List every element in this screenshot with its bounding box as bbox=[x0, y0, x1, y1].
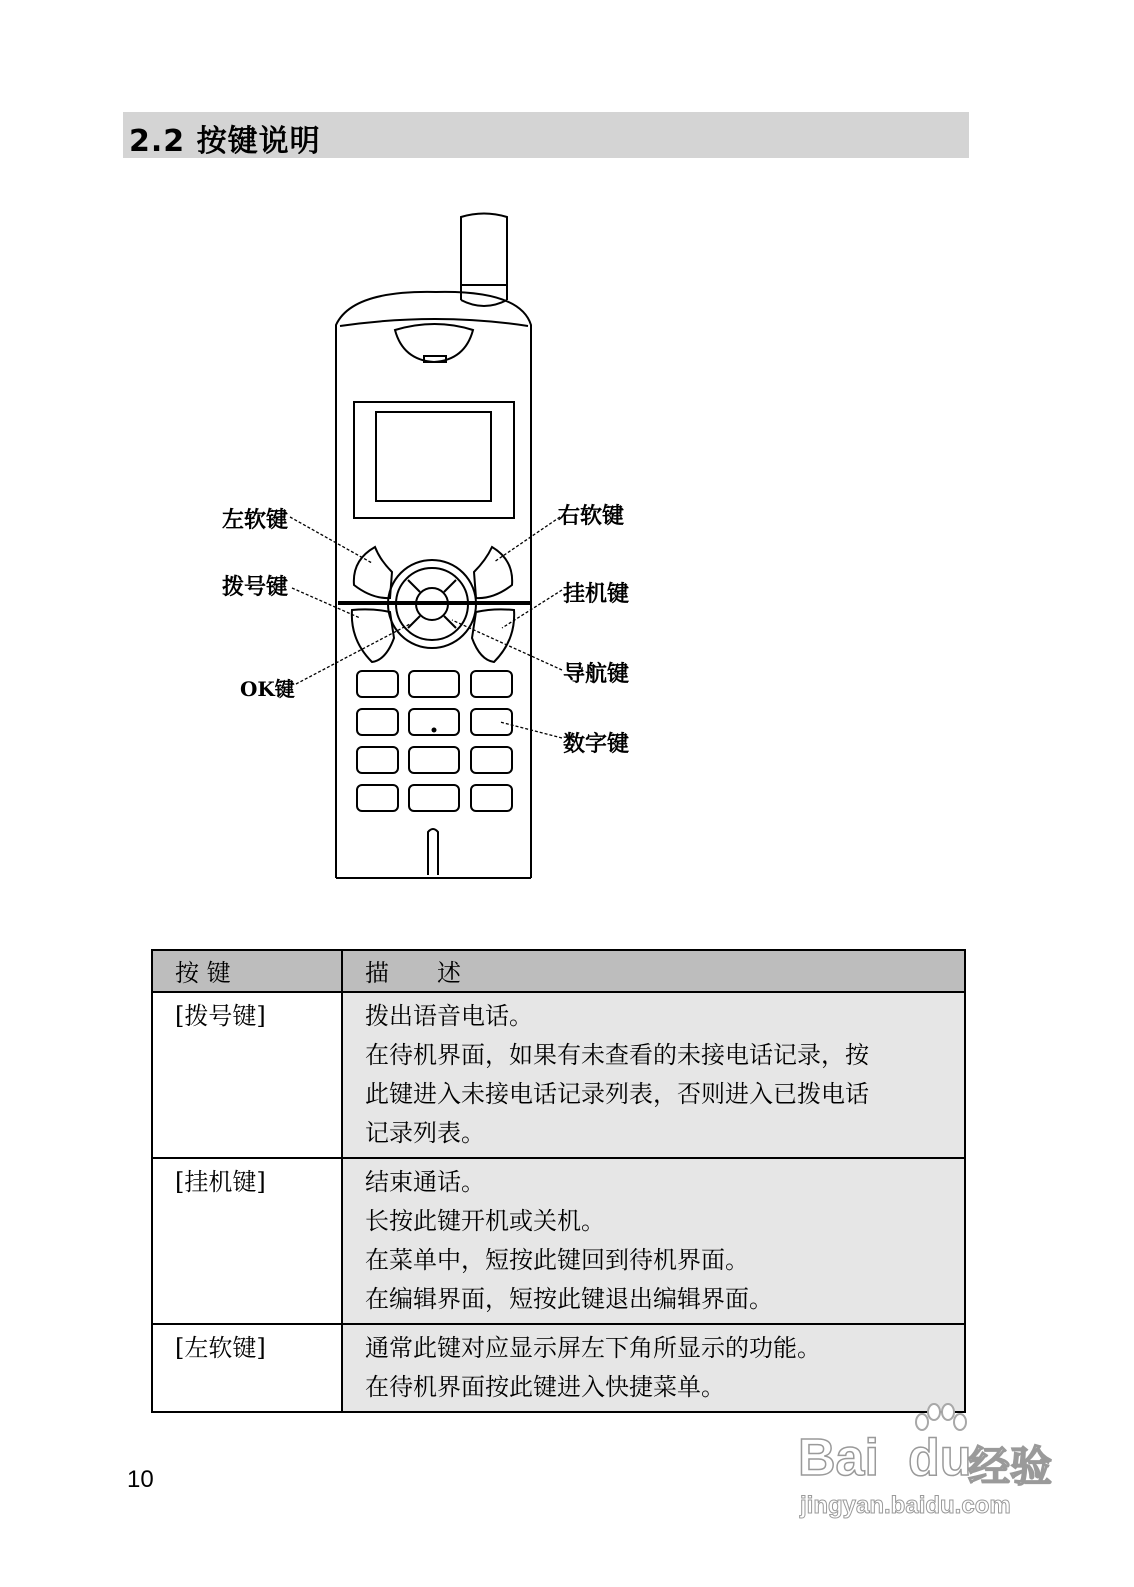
left-soft-key bbox=[354, 547, 392, 598]
phone-body bbox=[336, 292, 531, 878]
key-cell: [左软键] bbox=[152, 1324, 342, 1412]
callout-ok-key: OK键 bbox=[240, 677, 295, 701]
microphone bbox=[428, 829, 438, 875]
table-row bbox=[152, 1158, 965, 1324]
description-line: 长按此键开机或关机。 bbox=[365, 1207, 605, 1235]
description-line: 结束通话。 bbox=[365, 1168, 485, 1196]
description-line: 在待机界面按此键进入快捷菜单。 bbox=[365, 1373, 725, 1401]
description-cell bbox=[342, 1158, 965, 1324]
baidu-jingyan-watermark bbox=[790, 1400, 1060, 1530]
callout-left-soft-key: 左软键 bbox=[222, 507, 289, 533]
key-description-table bbox=[151, 949, 966, 1413]
description-line: 通常此键对应显示屏左下角所显示的功能。 bbox=[365, 1334, 821, 1362]
table-header-row bbox=[152, 950, 965, 992]
numeric-keys bbox=[357, 671, 512, 811]
header-description: 描 述 bbox=[342, 950, 965, 992]
callout-dial-key: 拨号键 bbox=[222, 574, 289, 600]
section-heading-bar bbox=[123, 112, 969, 158]
table-row bbox=[152, 992, 965, 1158]
description-line: 此键进入未接电话记录列表，否则进入已拨电话 bbox=[365, 1080, 869, 1108]
watermark-url: jingyan.baidu.com bbox=[800, 1492, 1011, 1519]
phone-diagram bbox=[200, 200, 660, 890]
section-title: 2.2 按键说明 bbox=[129, 124, 321, 159]
description-line: 记录列表。 bbox=[365, 1119, 485, 1147]
callout-numeric-keys: 数字键 bbox=[563, 731, 630, 757]
watermark-brand-du: du bbox=[908, 1429, 972, 1487]
antenna bbox=[461, 214, 507, 301]
callout-right-soft-key: 右软键 bbox=[558, 503, 625, 529]
screen bbox=[376, 412, 491, 501]
callout-nav-key: 导航键 bbox=[563, 661, 630, 687]
key-cell: [拨号键] bbox=[152, 992, 342, 1158]
hangup-key bbox=[472, 609, 514, 662]
page-number: 10 bbox=[127, 1466, 154, 1493]
description-line: 在待机界面，如果有未查看的未接电话记录，按 bbox=[365, 1041, 869, 1069]
description-cell bbox=[342, 1324, 965, 1412]
table-row bbox=[152, 1324, 965, 1412]
watermark-suffix: 经验 bbox=[968, 1443, 1053, 1490]
callout-hangup-key: 挂机键 bbox=[563, 581, 630, 607]
header-key: 按 键 bbox=[152, 950, 342, 992]
key-cell: [挂机键] bbox=[152, 1158, 342, 1324]
description-cell bbox=[342, 992, 965, 1158]
watermark-brand: Bai bbox=[798, 1429, 879, 1487]
right-soft-key bbox=[474, 547, 512, 598]
description-line: 拨出语音电话。 bbox=[365, 1002, 533, 1030]
description-line: 在菜单中，短按此键回到待机界面。 bbox=[365, 1246, 749, 1274]
description-line: 在编辑界面，短按此键退出编辑界面。 bbox=[365, 1285, 773, 1313]
